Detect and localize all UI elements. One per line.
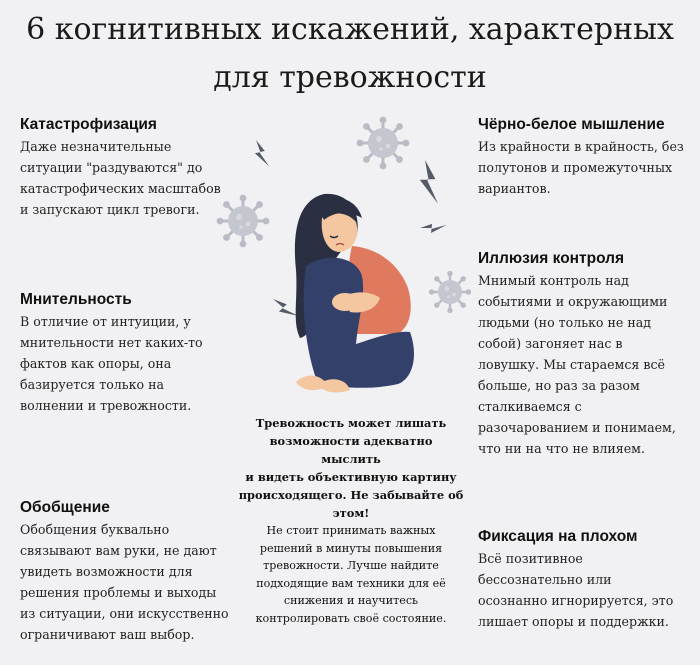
block-illusion-of-control [478,249,698,459]
illusion-control-text: Мнимый контроль над событиями и окружающими людьми (но только не над собой) загоняет нас в ловушку. Мы стараемся всё больше, но раз за разом сталкиваемся с разочарованием и понимаем, что ни на что не влияем. [478,273,676,456]
center-note-advice: Не стоит принимать важных решений в минуты повышения тревожности. Лучше найдите подходящие вам техники для её снижения и научитесь контролировать своё состояние. [255,524,447,625]
block-suspiciousness [20,290,240,416]
block-black-white-thinking [478,115,698,199]
anxious-girl-illustration [295,194,414,393]
block-fixation-on-bad [478,527,698,632]
virus-icon [357,117,410,170]
title-line-2: для тревожности [213,60,487,95]
catastrophizing-text: Даже незначительные ситуации "раздуваются" до катастрофических масштабов и запускают цикл тревоги. [20,139,221,217]
center-note-warning: Тревожность может лишать возможности адекватно мыслить и видеть объективную картину происходящего. Не забывайте об этом! [238,416,464,520]
fixation-text: Всё позитивное бессознательно или осознанно игнорируется, это лишает опоры и поддержки. [478,551,674,629]
illusion-control-heading: Иллюзия контроля [478,250,625,267]
generalization-text: Обобщения буквально связывают вам руки, не дают увидеть возможности для решения проблемы и выходы из ситуации, они искусственно ограничивают ваш выбор. [20,522,229,642]
block-generalization [20,498,240,645]
suspiciousness-heading: Мнительность [20,291,132,308]
lightning-icon [416,160,445,204]
lightning-icon [420,217,447,237]
fixation-heading: Фиксация на плохом [478,528,638,545]
black-white-heading: Чёрно-белое мышление [478,116,665,133]
block-catastrophizing [20,115,240,220]
catastrophizing-heading: Катастрофизация [20,116,157,133]
title-line-1: 6 когнитивных искажений, характерных [26,12,674,47]
virus-icon [429,271,471,313]
generalization-heading: Обобщение [20,499,110,516]
lightning-icon [272,292,299,323]
black-white-text: Из крайности в крайность, без полутонов и промежуточных вариантов. [478,139,684,196]
suspiciousness-text: В отличие от интуиции, у мнительности нет каких-то фактов как опоры, она базируется только на волнении и тревожности. [20,314,203,413]
lightning-icon [255,140,269,166]
